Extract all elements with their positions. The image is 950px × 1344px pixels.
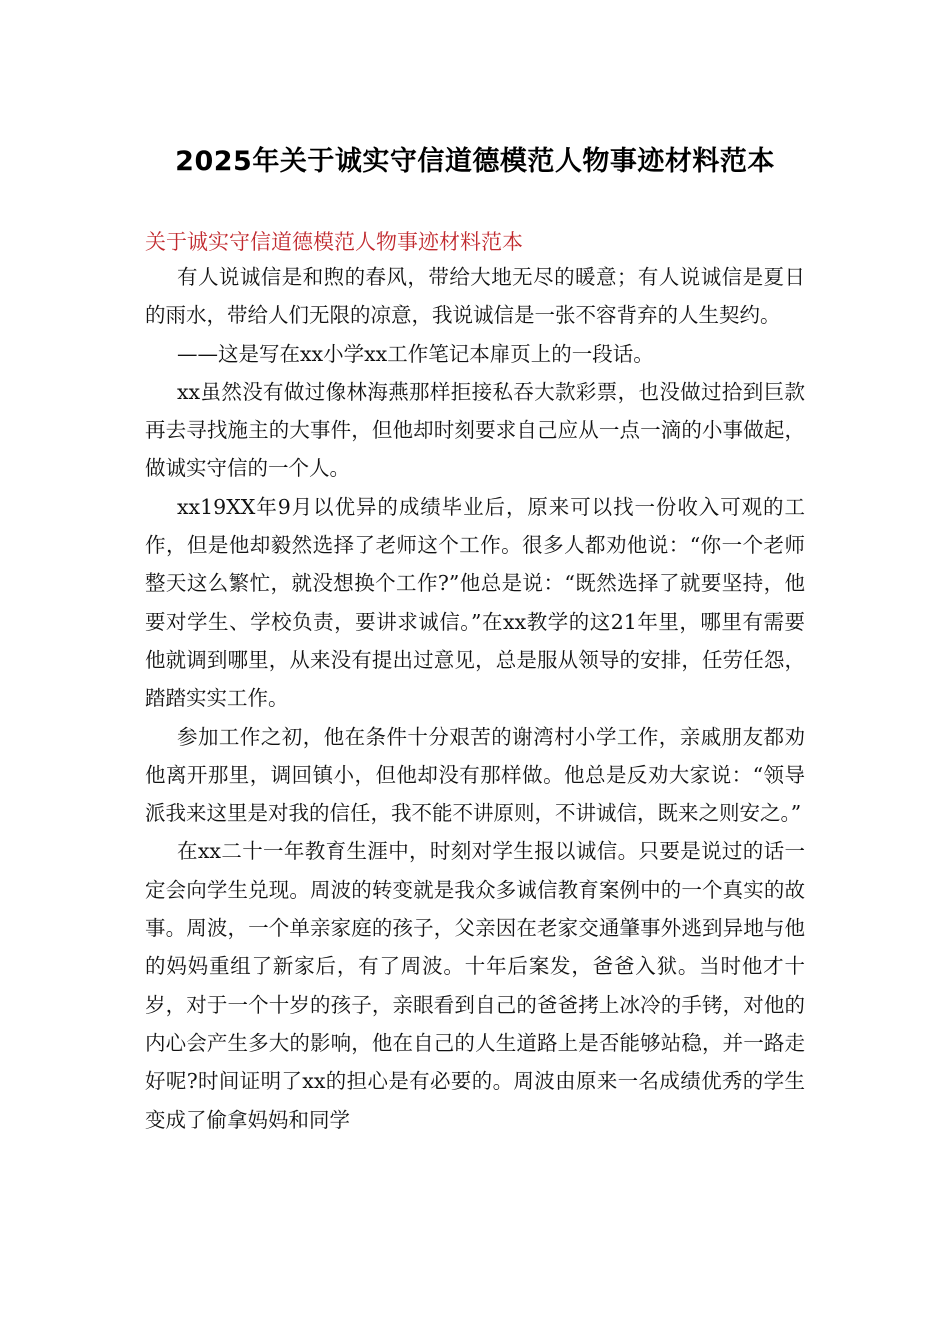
paragraph: ——这是写在xx小学xx工作笔记本扉页上的一段话。 [177, 341, 654, 366]
paragraph: 有人说诚信是和煦的春风，带给大地无尽的暖意；有人说诚信是夏日的雨水，带给人们无限的凉意，我说诚信是一张不容背弃的人生契约。 [145, 265, 805, 328]
body-text [145, 258, 805, 1139]
paragraph: 参加工作之初，他在条件十分艰苦的谢湾村小学工作，亲戚朋友都劝他离开那里，调回镇小，但他却没有那样做。他总是反劝大家说：“领导派我来这里是对我的信任，我不能不讲原则，不讲诚信，既来之则安之。” [145, 724, 805, 826]
document-title: 2025年关于诚实守信道德模范人物事迹材料范本 [175, 146, 775, 177]
paragraph: 在xx二十一年教育生涯中，时刻对学生报以诚信。只要是说过的话一定会向学生兑现。周波的转变就是我众多诚信教育案例中的一个真实的故事。周波，一个单亲家庭的孩子，父亲因在老家交通肇事外逃到异地与他的妈妈重组了新家后，有了周波。十年后案发，爸爸入狱。当时他才十岁，对于一个十岁的孩子，亲眼看到自己的爸爸拷上冰冷的手铐，对他的内心会产生多大的影响，他在自己的人生道路上是否能够站稳，并一路走好呢?时间证明了xx的担心是有必要的。周波由原来一名成绩优秀的学生变成了偷拿妈妈和同学 [145, 839, 805, 1132]
paragraph: xx虽然没有做过像林海燕那样拒接私吞大款彩票，也没做过拾到巨款再去寻找施主的大事件，但他却时刻要求自己应从一点一滴的小事做起，做诚实守信的一个人。 [145, 379, 805, 481]
section-heading: 关于诚实守信道德模范人物事迹材料范本 [145, 230, 523, 254]
paragraph: xx19XX年9月以优异的成绩毕业后，原来可以找一份收入可观的工作，但是他却毅然选择了老师这个工作。很多人都劝他说：“你一个老师整天这么繁忙，就没想换个工作?”他总是说：“既然选择了就要坚持，他要对学生、学校负责，要讲求诚信。”在xx教学的这21年里，哪里有需要他就调到哪里，从来没有提出过意见，总是服从领导的安排，任劳任怨，踏踏实实工作。 [145, 494, 805, 711]
